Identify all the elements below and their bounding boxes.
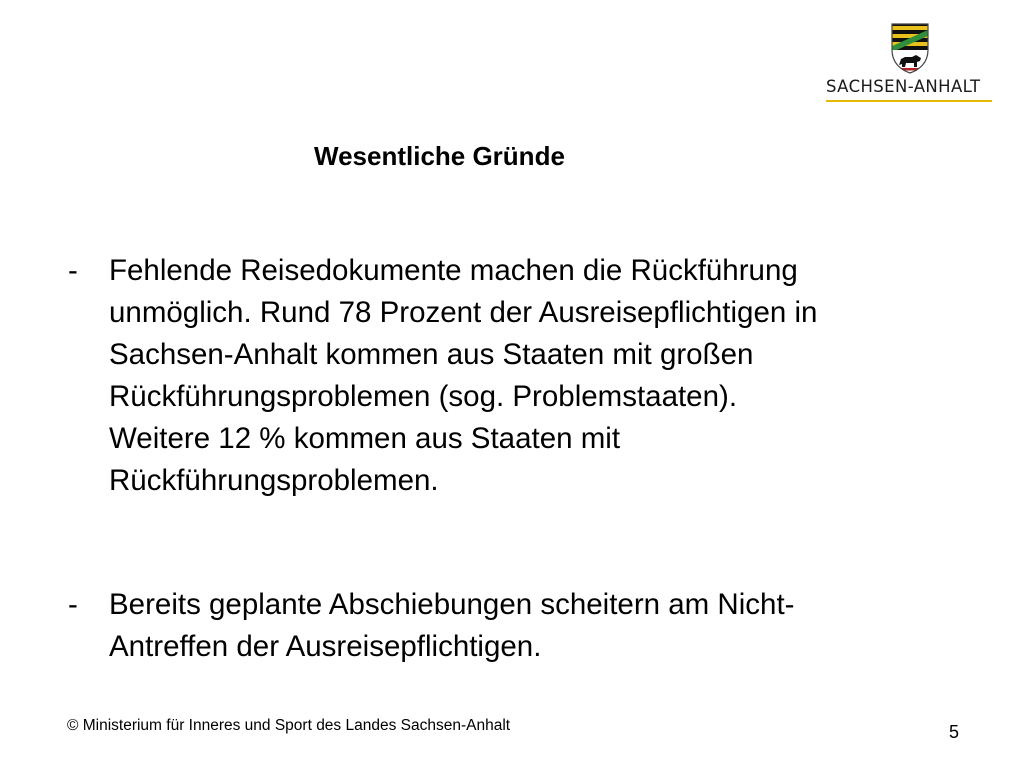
footer-copyright: © Ministerium für Inneres und Sport des Landes Sachsen-Anhalt [67, 717, 511, 734]
bullet-marker: - [68, 588, 78, 621]
bullet-line: Sachsen-Anhalt kommen aus Staaten mit großen [109, 338, 754, 371]
bullet-line: Weitere 12 % kommen aus Staaten mit [109, 422, 621, 455]
page-number: 5 [949, 722, 960, 742]
bullet-text [109, 584, 948, 668]
bullet-line: Rückführungsproblemen (sog. Problemstaaten). [109, 380, 738, 413]
bullet-marker: - [68, 254, 78, 287]
bullet-line: Antreffen der Ausreisepflichtigen. [109, 630, 542, 663]
logo-underline [826, 100, 992, 102]
slide-title: Wesentliche Gründe [314, 141, 565, 171]
bullet-item [68, 250, 948, 502]
logo-text: SACHSEN-ANHALT [826, 77, 981, 96]
bullet-line: Bereits geplante Abschiebungen scheitern am Nicht- [109, 588, 795, 621]
bullet-line: Rückführungsproblemen. [109, 464, 439, 497]
bullet-item [68, 584, 948, 668]
coat-of-arms-icon [890, 22, 930, 74]
bullet-line: Fehlende Reisedokumente machen die Rückführung [109, 254, 798, 287]
bullet-line: unmöglich. Rund 78 Prozent der Ausreisepflichtigen in [109, 296, 818, 329]
sachsen-anhalt-logo [826, 22, 992, 106]
bullet-text [109, 250, 948, 502]
